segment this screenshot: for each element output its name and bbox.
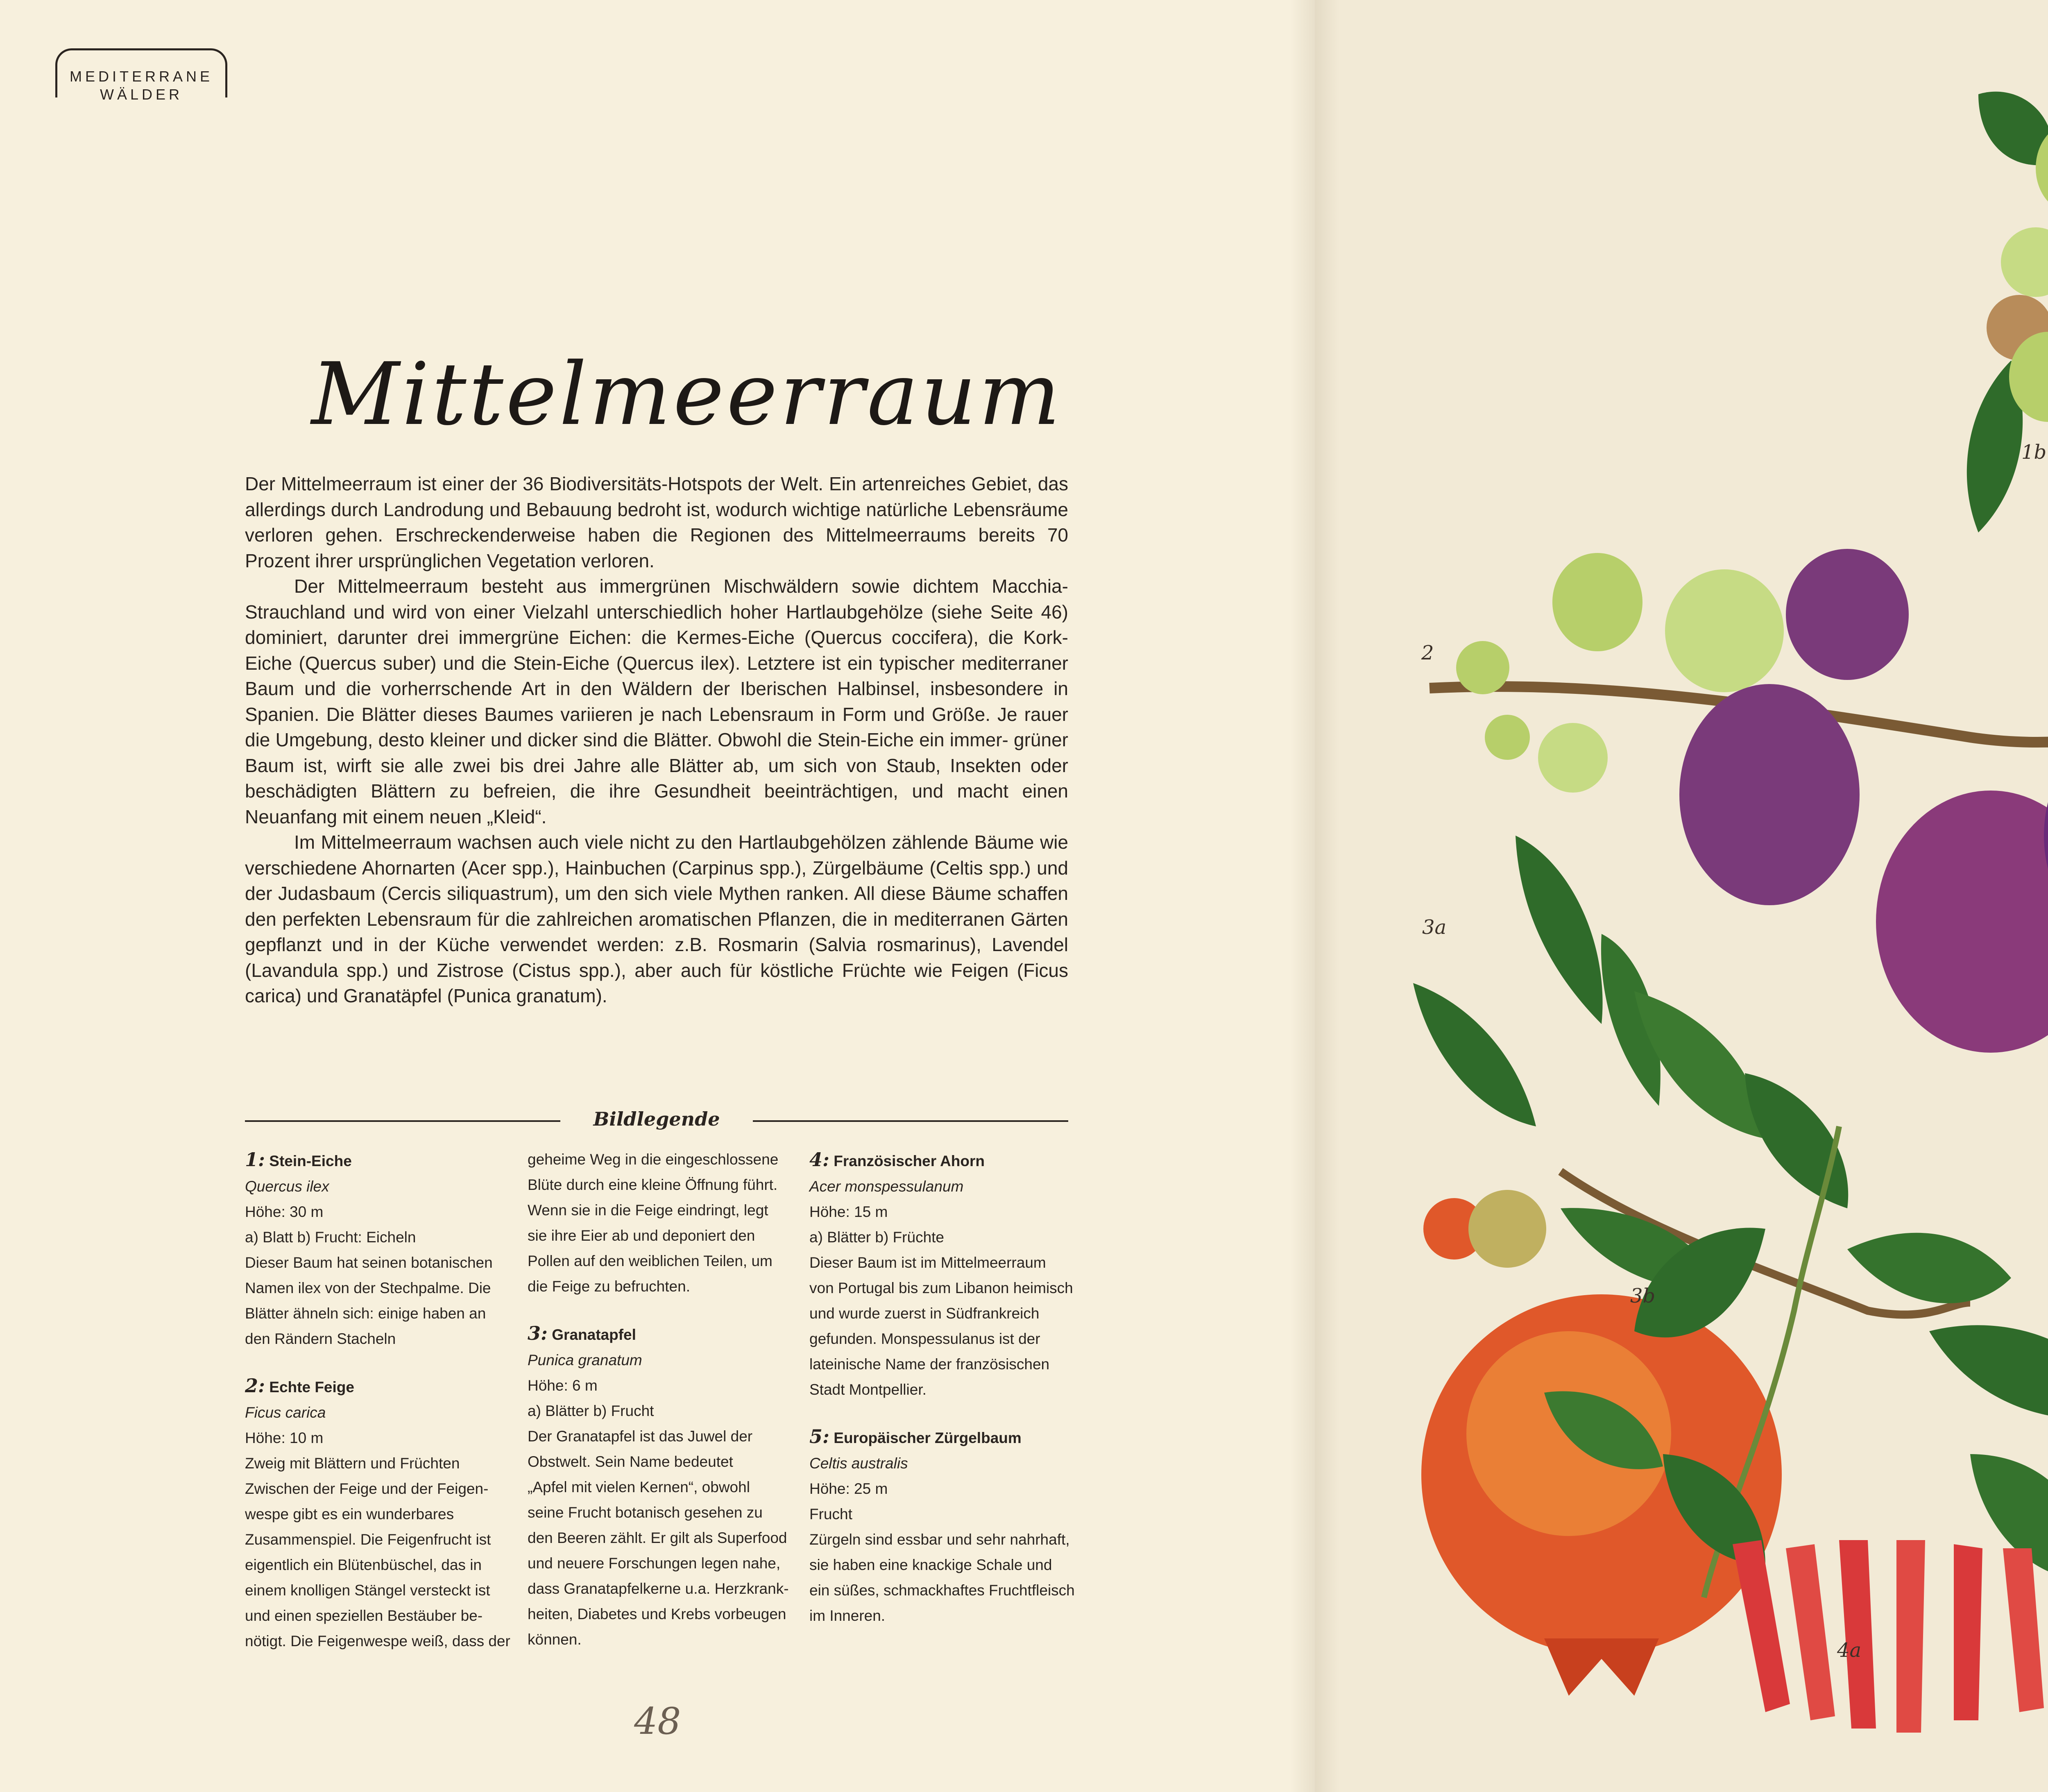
- legend-line: Höhe: 25 m: [809, 1480, 888, 1497]
- legend-entry-latin: Ficus carica: [245, 1404, 326, 1421]
- legend-line: Dieser Baum ist im Mittelmeerraum: [809, 1254, 1046, 1271]
- legend-line: Zürgeln sind essbar und sehr nahrhaft,: [809, 1531, 1070, 1548]
- legend-line: Zusammenspiel. Die Feigenfrucht ist: [245, 1531, 491, 1548]
- legend-entry-latin: Quercus ilex: [245, 1178, 329, 1195]
- legend-line: von Portugal bis zum Libanon heimisch: [809, 1280, 1073, 1296]
- legend-entry-title: 3: Granatapfel: [528, 1322, 636, 1344]
- legend-entry-latin: Acer monspessulanum: [809, 1178, 964, 1195]
- plate-label-2: 2: [1421, 641, 1434, 664]
- legend-heading: [245, 1108, 1068, 1133]
- legend-line: Zweig mit Blättern und Früchten: [245, 1455, 460, 1472]
- legend-line: heiten, Diabetes und Krebs vorbeugen: [528, 1606, 786, 1622]
- legend-rule-left: [245, 1120, 560, 1122]
- legend-line: und einen speziellen Bestäuber be-: [245, 1607, 483, 1624]
- intro-text: [245, 471, 1068, 1009]
- plate-label-4a: 4a: [1837, 1639, 1862, 1662]
- legend-line: sie ihre Eier ab und deponiert den: [528, 1227, 755, 1244]
- legend-line: und neuere Forschungen legen nahe,: [528, 1555, 781, 1572]
- fig-branch: [1430, 520, 2048, 1053]
- legend-rule-right: [753, 1120, 1068, 1122]
- plate-label-3b: 3b: [1630, 1285, 1656, 1307]
- legend-line: a) Blätter b) Früchte: [809, 1229, 945, 1246]
- legend-line: sie haben eine knackige Schale und: [809, 1556, 1052, 1573]
- paragraph-1: Der Mittelmeerraum ist einer der 36 Biodiversitäts-Hotspots der Welt. Ein artenreiches Gebiet, das allerdings durch Landrodung und Bebauung bedroht ist, wodurch wichtige natürliche Lebensräume verloren gehen. Erschreckenderweise haben die Regionen des Mittelmeerraums bereits 70 Prozent ihrer ursprünglichen Vegetation verloren.: [245, 473, 1069, 571]
- section-tab: [55, 48, 227, 103]
- legend-line: Blüte durch eine kleine Öffnung führt.: [528, 1176, 778, 1193]
- legend-line: im Inneren.: [809, 1607, 886, 1624]
- legend-line: ein süßes, schmackhaftes Fruchtfleisch: [809, 1582, 1075, 1599]
- legend-line: Namen ilex von der Stechpalme. Die: [245, 1280, 491, 1296]
- legend-line: seine Frucht botanisch gesehen zu: [528, 1504, 763, 1521]
- legend-entry-title: 5: Europäischer Zürgelbaum: [809, 1425, 1022, 1448]
- paragraph-2: Der Mittelmeerraum besteht aus immergrünen Mischwäldern sowie dichtem Macchia- Strauchland und wird von einer Vielzahl unterschiedlich hoher Hartlaubgehölze (siehe Seite 46) dominiert, darunter drei immergrüne Eichen: die Kermes-Eiche (Quercus coccifera), die Kork- Eiche (Quercus suber) und die Stein-Eiche (Quercus ilex). Letztere ist ein typischer mediterraner Baum und die vorherrschende Art in den Wäldern der Iberischen Halbinsel, insbesondere in Spanien. Die Blätter dieses Baumes variieren je nach Lebensraum in Form und Größe. Je rauer die Umgebung, desto kleiner und dicker sind die Blätter. Obwohl die Stein-Eiche ein immer- grüner Baum ist, wirft sie alle zwei bis drei Jahre alle Blätter ab, um sich von Staub, Insekten oder beschädigten Blättern zu befreien, die ihre Gesundheit beeinträchtigen, und macht einen Neuanfang mit einem neuen „Kleid“.: [245, 575, 1068, 827]
- legend-line: a) Blatt b) Frucht: Eicheln: [245, 1229, 416, 1246]
- legend-entry-title: 4: Französischer Ahorn: [809, 1149, 985, 1171]
- legend-line: können.: [528, 1631, 582, 1648]
- legend-line: Stadt Montpellier.: [809, 1381, 927, 1398]
- legend-line: Höhe: 15 m: [809, 1203, 888, 1220]
- legend-line: Höhe: 6 m: [528, 1377, 598, 1394]
- legend-title: Bildlegende: [593, 1108, 720, 1130]
- paragraph-3: Im Mittelmeerraum wachsen auch viele nicht zu den Hartlaubgehölzen zählende Bäume wie verschiedene Ahornarten (Acer spp.), Hainbuchen (Carpinus spp.), Zürgelbäume (Celtis spp.) und der Judasbaum (Cercis siliquastrum), um den sich viele Mythen ranken. All diese Bäume schaffen den perfekten Lebensraum für die zahlreichen aromatischen Pflanzen, die in mediterranen Gärten gepflanzt und in der Küche verwendet werden: z.B. Rosmarin (Salvia rosmarinus), Lavendel (Lavandula spp.) und Zistrose (Cistus spp.), aber auch für köstliche Früchte wie Feigen (Ficus carica) und Granatäpfel (Punica granatum).: [245, 831, 1069, 1006]
- legend-line: den Beeren zählt. Er gilt als Superfood: [528, 1529, 787, 1546]
- legend-line: Wenn sie in die Feige eindringt, legt: [528, 1202, 768, 1219]
- page-title: Mittelmeerraum: [311, 344, 1063, 444]
- legend-line: die Feige zu befruchten.: [528, 1278, 690, 1295]
- legend-line: Blätter ähneln sich: einige haben an: [245, 1305, 486, 1322]
- book-gutter: [1290, 0, 1339, 1792]
- legend-column-1: [245, 1147, 510, 1654]
- legend-line: nötigt. Die Feigenwespe weiß, dass der: [245, 1633, 510, 1649]
- botanical-plate: [1315, 0, 2048, 1792]
- legend-line: lateinische Name der französischen: [809, 1356, 1050, 1373]
- legend-entry-latin: Celtis australis: [809, 1455, 908, 1472]
- legend-entry-title: 1: Stein-Eiche: [245, 1149, 352, 1171]
- legend-column-2: [528, 1147, 789, 1652]
- legend-line: Der Granatapfel ist das Juwel der: [528, 1428, 753, 1445]
- plate-label-3a: 3a: [1422, 916, 1447, 939]
- legend-line: wespe gibt es ein wunderbares: [245, 1506, 454, 1522]
- section-tab-line2: WÄLDER: [100, 86, 183, 103]
- legend-line: a) Blätter b) Frucht: [528, 1402, 654, 1419]
- legend-line: eigentlich ein Blütenbüschel, das in: [245, 1556, 482, 1573]
- right-page: [1315, 0, 2048, 1792]
- legend-line: Höhe: 10 m: [245, 1430, 324, 1446]
- legend-line: Frucht: [809, 1506, 852, 1522]
- page-number: 48: [634, 1700, 681, 1743]
- legend-line: Dieser Baum hat seinen botanischen: [245, 1254, 493, 1271]
- legend-line: einem knolligen Stängel versteckt ist: [245, 1582, 490, 1599]
- legend-line: geheime Weg in die eingeschlossene: [528, 1151, 779, 1168]
- legend-line: Zwischen der Feige und der Feigen-: [245, 1480, 489, 1497]
- legend-line: den Rändern Stacheln: [245, 1330, 396, 1347]
- plate-label-1b: 1b: [2021, 441, 2047, 464]
- legend-entry-title: 2: Echte Feige: [245, 1375, 354, 1397]
- legend-entry-latin: Punica granatum: [528, 1352, 642, 1368]
- legend-line: gefunden. Monspessulanus ist der: [809, 1330, 1040, 1347]
- legend-line: Höhe: 30 m: [245, 1203, 324, 1220]
- legend-line: Pollen auf den weiblichen Teilen, um: [528, 1253, 773, 1269]
- legend-line: dass Granatapfelkerne u.a. Herzkrank-: [528, 1580, 789, 1597]
- legend-line: und wurde zuerst in Südfrankreich: [809, 1305, 1040, 1322]
- legend-column-3: [809, 1147, 1075, 1629]
- legend-line: „Apfel mit vielen Kernen“, obwohl: [528, 1479, 750, 1495]
- legend-line: Obstwelt. Sein Name bedeutet: [528, 1453, 733, 1470]
- section-tab-line1: MEDITERRANE: [69, 68, 213, 85]
